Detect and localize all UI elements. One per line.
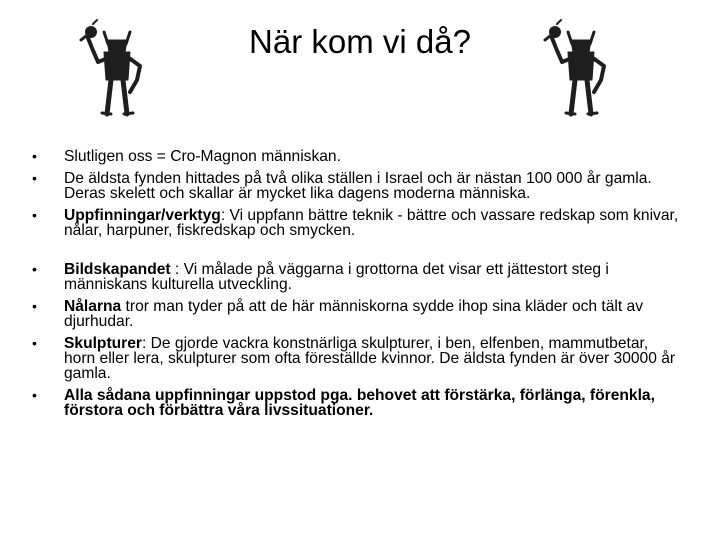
list-item (30, 388, 680, 418)
cave-painting-figure-icon (74, 18, 158, 118)
body-text: : Vi målade på väggarna i grottorna det visar ett jättestort steg i människans kulturella utveckling. (64, 261, 609, 293)
bullet-dot: • (32, 387, 37, 403)
body-text: Slutligen oss = (64, 148, 171, 165)
body-text: : Vi uppfann bättre teknik - bättre och vassare redskap som knivar, nålar, harpuner, fiskredskap och smycken. (64, 207, 679, 239)
bullet-dot: • (32, 335, 37, 351)
bullet-dot: • (32, 261, 37, 277)
body-text: : De gjorde vackra konstnärliga skulpturer, i ben, elfenben, mammutbetar, horn eller lera, skulpturer som ofta föreställde kvinnor. De äldsta fynden är över 30000 år gamla. (64, 335, 676, 382)
body-text: tror man tyder på att de här människorna sydde ihop sina kläder och tält av djurhudar. (64, 298, 644, 330)
cave-painting-figure-icon (538, 18, 622, 118)
bullet-dot: • (32, 207, 37, 223)
bullet-dot: • (32, 170, 37, 186)
list-item (30, 299, 680, 329)
list-item (30, 336, 680, 381)
list-item (30, 262, 680, 292)
body-text: De äldsta fynden hittades på två olika ställen i Israel och är nästan 100 000 år gamla. Deras skelett och skallar är mycket lika dagens moderna människa. (64, 170, 652, 202)
body-text: Cro-Magnon (170, 148, 257, 165)
bold-text: Skulpturer (64, 335, 142, 352)
page-title: När kom vi då? (249, 23, 471, 60)
bullet-list (30, 149, 680, 425)
bold-text: Bildskapandet (64, 261, 171, 278)
list-item (30, 149, 680, 164)
bold-text: Uppfinningar/verktyg (64, 207, 221, 224)
list-item (30, 171, 680, 201)
body-text: människan. (256, 148, 341, 165)
list-item (30, 208, 680, 238)
bold-text: Alla sådana uppfinningar uppstod pga. behovet att förstärka, förlänga, förenkla, förstora och förbättra våra livssituationer. (64, 387, 655, 419)
bold-text: Nålarna (64, 298, 122, 315)
bullet-dot: • (32, 148, 37, 164)
bullet-dot: • (32, 298, 37, 314)
